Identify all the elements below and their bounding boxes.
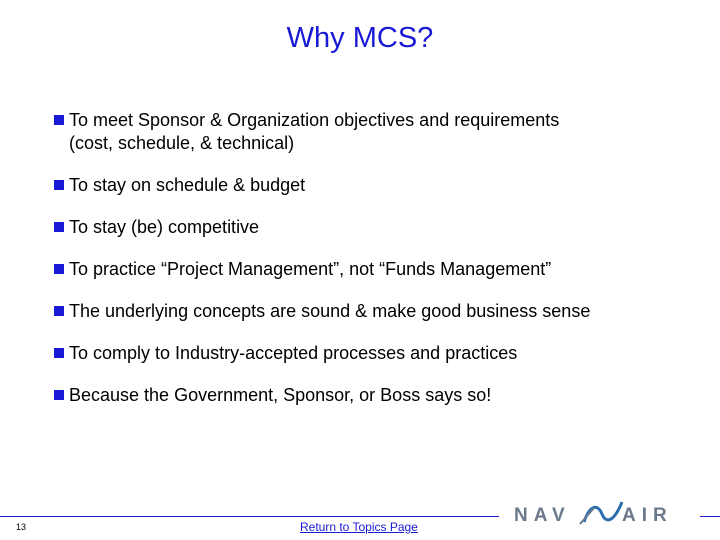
- bullet-item: [52, 342, 672, 365]
- footer-divider: [0, 516, 499, 517]
- page-number: 13: [16, 522, 27, 532]
- logo-text-nav: NAV: [514, 505, 571, 526]
- bullet-text: To meet Sponsor & Organization objectives and requirements: [69, 110, 560, 130]
- square-bullet-icon: [54, 306, 64, 316]
- square-bullet-icon: [54, 348, 64, 358]
- square-bullet-icon: [54, 180, 64, 190]
- square-bullet-icon: [54, 264, 64, 274]
- bullet-text: Because the Government, Sponsor, or Boss says so!: [69, 385, 492, 405]
- logo-slash-icon: [580, 508, 594, 524]
- bullet-text: The underlying concepts are sound & make good business sense: [69, 301, 591, 321]
- bullet-text-continued: (cost, schedule, & technical): [69, 133, 295, 153]
- bullet-text: To stay on schedule & budget: [69, 175, 306, 195]
- bullet-text: To stay (be) competitive: [69, 217, 260, 237]
- logo-text-air: AIR: [622, 505, 673, 526]
- bullet-item: [52, 109, 672, 155]
- slide-title: Why MCS?: [286, 22, 434, 54]
- bullet-list: [52, 109, 672, 426]
- bullet-item: [52, 384, 672, 407]
- bullet-text: To comply to Industry-accepted processes and practices: [69, 343, 518, 363]
- bullet-item: [52, 258, 672, 281]
- bullet-item: [52, 216, 672, 239]
- footer-divider-right: [700, 516, 720, 517]
- bullet-item: [52, 300, 672, 323]
- square-bullet-icon: [54, 390, 64, 400]
- square-bullet-icon: [54, 222, 64, 232]
- bullet-item: [52, 174, 672, 197]
- return-to-topics-link[interactable]: Return to Topics Page: [300, 520, 418, 534]
- bullet-text: To practice “Project Management”, not “Funds Management”: [69, 259, 552, 279]
- navair-logo: [510, 494, 680, 532]
- square-bullet-icon: [54, 115, 64, 125]
